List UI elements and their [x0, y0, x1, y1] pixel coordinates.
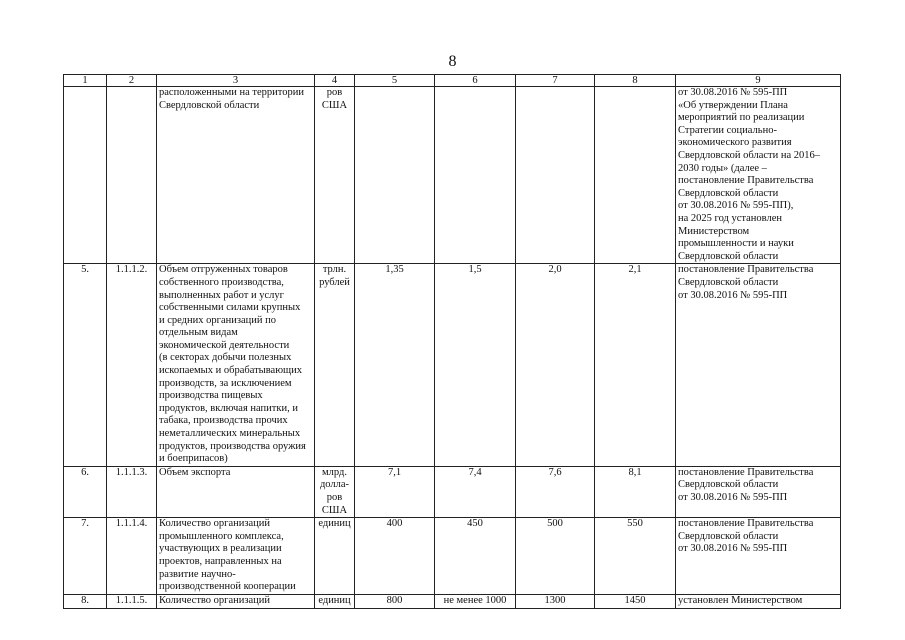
source-cell: постановление Правительства Свердловской области от 30.08.2016 № 595-ПП [676, 518, 841, 595]
indicator-name-cell: Объем отгруженных товаров собственного производства, выполненных работ и услуг собственными силами крупных и средних организаций по отдельным видам экономической деятельности (в секторах добычи полезных ископаемых и обрабатывающих производств, за исключением производства пищевых продуктов, включая напитки, и табака, производства прочих неметаллических минеральных продуктов, производства оружия и боеприпасов) [157, 264, 315, 467]
table-row [64, 87, 841, 264]
source-cell: от 30.08.2016 № 595-ПП «Об утверждении Плана мероприятий по реализации Стратегии социально- экономического развития Свердловской области на 2016– 2030 годы» (далее – постановление Правительства Свердловской области от 30.08.2016 № 595-ПП), на 2025 год установлен Министерством промышленности и науки Свердловской области [676, 87, 841, 264]
value-cell [355, 87, 435, 264]
indicator-name-cell: Объем экспорта [157, 466, 315, 517]
value-cell: 1450 [595, 595, 676, 609]
value-cell: 8,1 [595, 466, 676, 517]
value-cell: 2,0 [516, 264, 595, 467]
value-cell: 400 [355, 518, 435, 595]
value-cell: 7,1 [355, 466, 435, 517]
value-cell: 7,6 [516, 466, 595, 517]
unit-cell: трлн. рублей [315, 264, 355, 467]
row-number-cell: 8. [64, 595, 107, 609]
row-number-cell: 7. [64, 518, 107, 595]
indicator-name-cell: расположенными на территории Свердловской области [157, 87, 315, 264]
unit-cell: единиц [315, 595, 355, 609]
column-number: 1 [64, 75, 107, 87]
column-number: 8 [595, 75, 676, 87]
item-code-cell: 1.1.1.4. [107, 518, 157, 595]
source-cell: установлен Министерством [676, 595, 841, 609]
value-cell: не менее 1000 [435, 595, 516, 609]
table-row [64, 466, 841, 517]
value-cell [435, 87, 516, 264]
indicators-table [63, 74, 841, 609]
table-row [64, 595, 841, 609]
value-cell: 550 [595, 518, 676, 595]
item-code-cell: 1.1.1.5. [107, 595, 157, 609]
column-number-row [64, 75, 841, 87]
source-cell: постановление Правительства Свердловской области от 30.08.2016 № 595-ПП [676, 264, 841, 467]
item-code-cell: 1.1.1.2. [107, 264, 157, 467]
value-cell: 800 [355, 595, 435, 609]
item-code-cell: 1.1.1.3. [107, 466, 157, 517]
value-cell [595, 87, 676, 264]
row-number-cell [64, 87, 107, 264]
page-number: 8 [448, 53, 457, 70]
unit-cell: ров США [315, 87, 355, 264]
value-cell: 7,4 [435, 466, 516, 517]
value-cell: 2,1 [595, 264, 676, 467]
value-cell: 1300 [516, 595, 595, 609]
indicator-name-cell: Количество организаций [157, 595, 315, 609]
table-row [64, 518, 841, 595]
column-number: 5 [355, 75, 435, 87]
unit-cell: млрд. долла- ров США [315, 466, 355, 517]
value-cell [516, 87, 595, 264]
value-cell: 1,35 [355, 264, 435, 467]
value-cell: 500 [516, 518, 595, 595]
unit-cell: единиц [315, 518, 355, 595]
column-number: 2 [107, 75, 157, 87]
value-cell: 450 [435, 518, 516, 595]
column-number: 6 [435, 75, 516, 87]
column-number: 3 [157, 75, 315, 87]
value-cell: 1,5 [435, 264, 516, 467]
table-row [64, 264, 841, 467]
row-number-cell: 5. [64, 264, 107, 467]
row-number-cell: 6. [64, 466, 107, 517]
source-cell: постановление Правительства Свердловской области от 30.08.2016 № 595-ПП [676, 466, 841, 517]
indicator-name-cell: Количество организаций промышленного комплекса, участвующих в реализации проектов, направленных на развитие научно- производственной кооперации [157, 518, 315, 595]
item-code-cell [107, 87, 157, 264]
column-number: 4 [315, 75, 355, 87]
column-number: 7 [516, 75, 595, 87]
column-number: 9 [676, 75, 841, 87]
